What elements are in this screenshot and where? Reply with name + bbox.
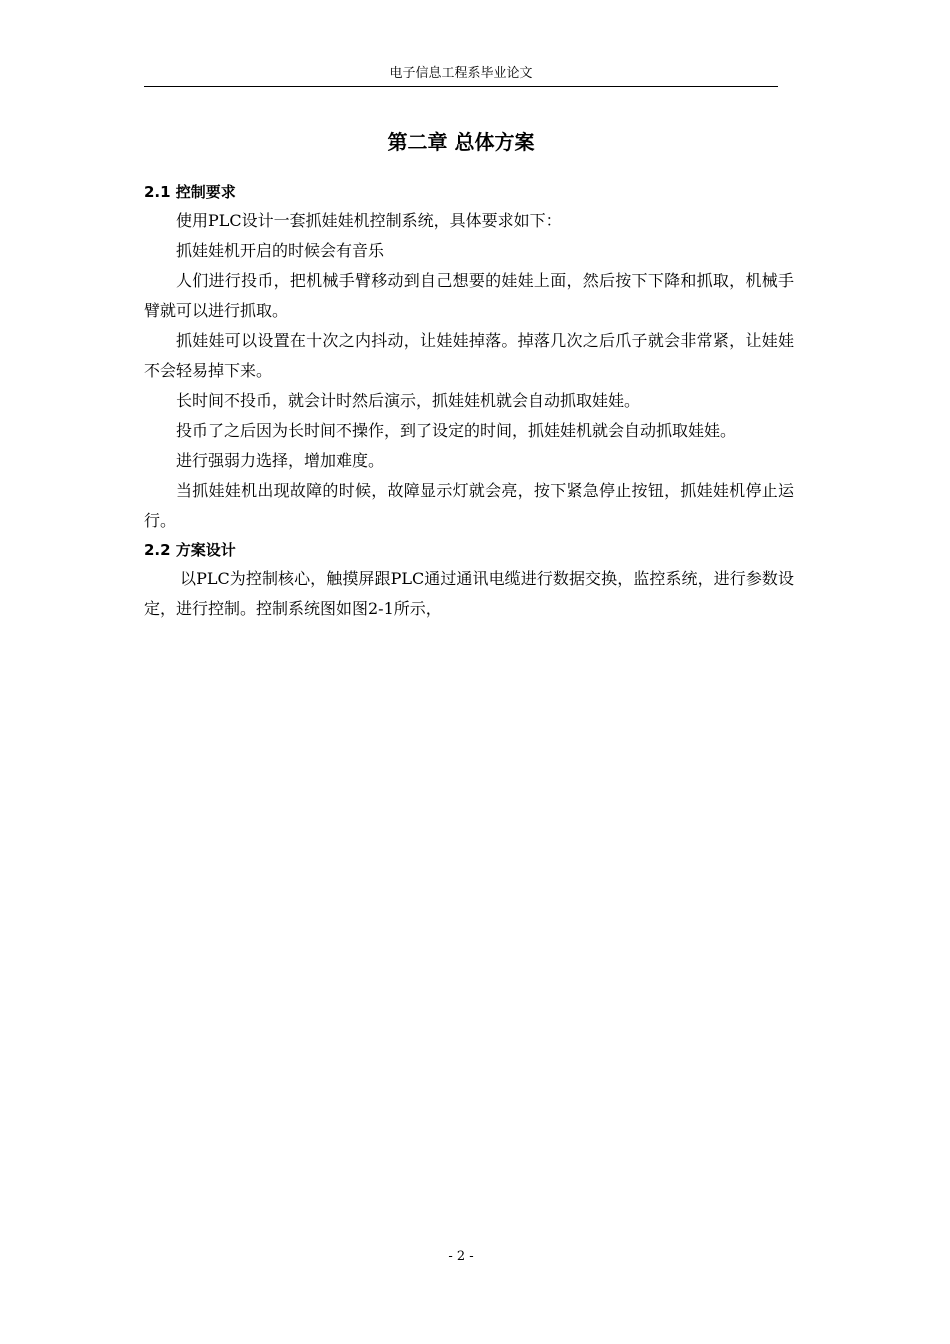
paragraph: 投币了之后因为长时间不操作，到了设定的时间，抓娃娃机就会自动抓取娃娃。 <box>176 421 737 440</box>
paragraph: 人们进行投币，把机械手臂移动到自己想要的娃娃上面，然后按下下降和抓取，机械手臂就可以进行抓取。 <box>144 271 794 320</box>
paragraph: 当抓娃娃机出现故障的时候，故障显示灯就会亮，按下紧急停止按钮，抓娃娃机停止运行。 <box>144 481 794 530</box>
paragraph: 抓娃娃可以设置在十次之内抖动，让娃娃掉落。掉落几次之后爪子就会非常紧，让娃娃不会轻易掉下来。 <box>144 331 794 380</box>
paragraph: 抓娃娃机开启的时候会有音乐 <box>176 241 385 260</box>
paragraph: 以PLC为控制核心，触摸屏跟PLC通过通讯电缆进行数据交换，监控系统，进行参数设定，进行控制。控制系统图如图2-1所示， <box>144 569 794 618</box>
section-heading-2-2: 2.2 方案设计 <box>144 541 236 559</box>
paragraph: 长时间不投币，就会计时然后演示，抓娃娃机就会自动抓取娃娃。 <box>176 391 641 410</box>
page-header: 电子信息工程系毕业论文 <box>144 64 778 87</box>
document-body <box>144 178 794 624</box>
section-heading-2-1: 2.1 控制要求 <box>144 183 236 201</box>
page-number: - 2 - <box>448 1249 474 1264</box>
paragraph: 使用PLC设计一套抓娃娃机控制系统，具体要求如下： <box>176 211 562 230</box>
paragraph: 进行强弱力选择，增加难度。 <box>176 451 385 470</box>
chapter-title: 第二章 总体方案 <box>387 130 535 154</box>
